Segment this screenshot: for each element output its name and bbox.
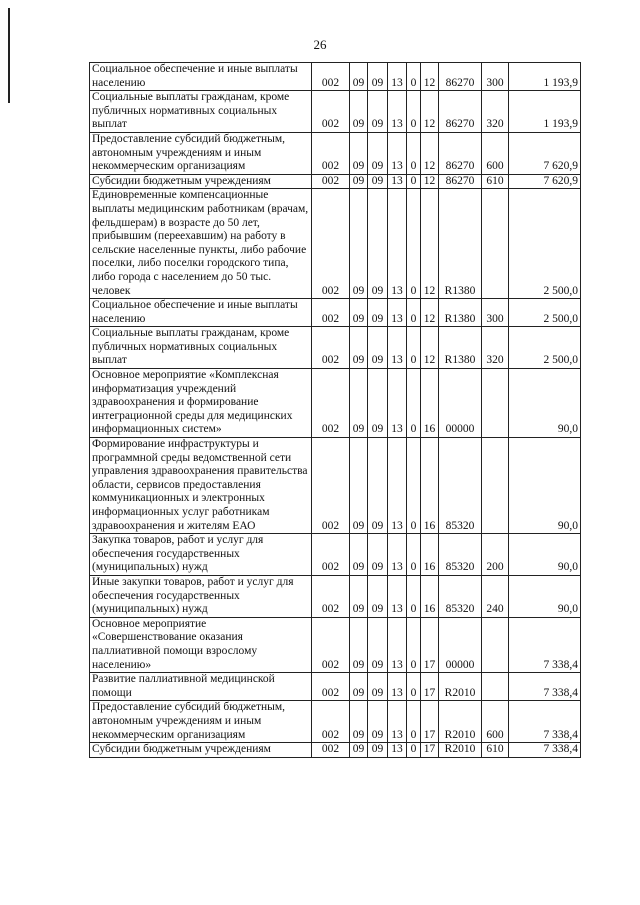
- row-name: Социальные выплаты гражданам, кроме публичных нормативных социальных выплат: [90, 327, 312, 369]
- code-subsection: 09: [368, 575, 388, 617]
- code-activity: 17: [421, 701, 439, 743]
- code-activity: 12: [421, 299, 439, 327]
- code-subsection: 09: [368, 132, 388, 174]
- code-grbs: 002: [312, 63, 350, 91]
- code-section: 09: [350, 617, 368, 672]
- code-expense-type: [482, 438, 509, 534]
- budget-table: [89, 62, 581, 758]
- code-activity: 12: [421, 132, 439, 174]
- code-direction: R2010: [439, 673, 482, 701]
- code-subprogram: 0: [407, 534, 421, 576]
- table-row: [90, 63, 581, 91]
- amount: 7 620,9: [509, 174, 581, 189]
- table-row: [90, 189, 581, 299]
- code-expense-type: 600: [482, 132, 509, 174]
- code-subsection: 09: [368, 534, 388, 576]
- code-expense-type: [482, 189, 509, 299]
- code-section: 09: [350, 701, 368, 743]
- code-subsection: 09: [368, 369, 388, 438]
- row-name: Основное мероприятие «Совершенствование оказания паллиативной помощи взрослому населению»: [90, 617, 312, 672]
- code-grbs: 002: [312, 189, 350, 299]
- code-grbs: 002: [312, 743, 350, 758]
- code-subsection: 09: [368, 63, 388, 91]
- code-subprogram: 0: [407, 673, 421, 701]
- code-subprogram: 0: [407, 91, 421, 133]
- table-row: [90, 174, 581, 189]
- table-body: [90, 63, 581, 758]
- code-section: 09: [350, 132, 368, 174]
- code-expense-type: 610: [482, 743, 509, 758]
- code-expense-type: [482, 369, 509, 438]
- code-direction: 85320: [439, 534, 482, 576]
- table-row: [90, 438, 581, 534]
- row-name: Закупка товаров, работ и услуг для обеспечения государственных (муниципальных) нужд: [90, 534, 312, 576]
- code-section: 09: [350, 327, 368, 369]
- code-grbs: 002: [312, 91, 350, 133]
- code-subsection: 09: [368, 617, 388, 672]
- code-grbs: 002: [312, 575, 350, 617]
- code-program: 13: [388, 91, 407, 133]
- code-grbs: 002: [312, 132, 350, 174]
- table-row: [90, 575, 581, 617]
- code-activity: 16: [421, 438, 439, 534]
- code-program: 13: [388, 189, 407, 299]
- code-expense-type: [482, 617, 509, 672]
- code-section: 09: [350, 369, 368, 438]
- table-row: [90, 743, 581, 758]
- code-expense-type: 320: [482, 91, 509, 133]
- code-direction: 00000: [439, 369, 482, 438]
- code-subprogram: 0: [407, 132, 421, 174]
- code-program: 13: [388, 174, 407, 189]
- code-grbs: 002: [312, 673, 350, 701]
- code-direction: 86270: [439, 91, 482, 133]
- amount: 2 500,0: [509, 327, 581, 369]
- code-subsection: 09: [368, 743, 388, 758]
- row-name: Иные закупки товаров, работ и услуг для обеспечения государственных (муниципальных) нужд: [90, 575, 312, 617]
- amount: 2 500,0: [509, 299, 581, 327]
- code-subsection: 09: [368, 673, 388, 701]
- code-section: 09: [350, 575, 368, 617]
- code-direction: R2010: [439, 701, 482, 743]
- code-expense-type: 300: [482, 299, 509, 327]
- code-grbs: 002: [312, 299, 350, 327]
- code-activity: 16: [421, 534, 439, 576]
- code-program: 13: [388, 132, 407, 174]
- code-section: 09: [350, 673, 368, 701]
- row-name: Социальное обеспечение и иные выплаты населению: [90, 299, 312, 327]
- row-name: Основное мероприятие «Комплексная информатизация учреждений здравоохранения и формирование интеграционной среды для медицинских информационных систем»: [90, 369, 312, 438]
- table-row: [90, 673, 581, 701]
- code-activity: 17: [421, 673, 439, 701]
- code-section: 09: [350, 174, 368, 189]
- table-row: [90, 701, 581, 743]
- code-section: 09: [350, 189, 368, 299]
- page-number: 26: [313, 37, 327, 52]
- amount: 7 338,4: [509, 617, 581, 672]
- code-program: 13: [388, 534, 407, 576]
- code-activity: 17: [421, 743, 439, 758]
- code-subsection: 09: [368, 174, 388, 189]
- code-section: 09: [350, 91, 368, 133]
- code-activity: 17: [421, 617, 439, 672]
- code-subprogram: 0: [407, 299, 421, 327]
- code-section: 09: [350, 743, 368, 758]
- amount: 7 620,9: [509, 132, 581, 174]
- code-program: 13: [388, 701, 407, 743]
- code-subprogram: 0: [407, 369, 421, 438]
- code-direction: 86270: [439, 174, 482, 189]
- code-activity: 12: [421, 174, 439, 189]
- code-activity: 16: [421, 575, 439, 617]
- code-direction: R1380: [439, 189, 482, 299]
- code-subsection: 09: [368, 438, 388, 534]
- code-activity: 16: [421, 369, 439, 438]
- amount: 90,0: [509, 534, 581, 576]
- code-program: 13: [388, 575, 407, 617]
- binding-edge-line: [8, 8, 10, 103]
- code-activity: 12: [421, 91, 439, 133]
- code-activity: 12: [421, 327, 439, 369]
- code-activity: 12: [421, 189, 439, 299]
- code-grbs: 002: [312, 174, 350, 189]
- code-program: 13: [388, 369, 407, 438]
- code-expense-type: [482, 673, 509, 701]
- code-program: 13: [388, 327, 407, 369]
- code-expense-type: 610: [482, 174, 509, 189]
- code-subprogram: 0: [407, 63, 421, 91]
- code-section: 09: [350, 438, 368, 534]
- code-program: 13: [388, 438, 407, 534]
- code-subprogram: 0: [407, 327, 421, 369]
- table-row: [90, 369, 581, 438]
- table-row: [90, 534, 581, 576]
- code-grbs: 002: [312, 438, 350, 534]
- code-subsection: 09: [368, 299, 388, 327]
- code-direction: 85320: [439, 575, 482, 617]
- amount: 7 338,4: [509, 743, 581, 758]
- code-grbs: 002: [312, 327, 350, 369]
- code-expense-type: 300: [482, 63, 509, 91]
- code-direction: R1380: [439, 327, 482, 369]
- code-subprogram: 0: [407, 174, 421, 189]
- row-name: Предоставление субсидий бюджетным, автономным учреждениям и иным некоммерческим организациям: [90, 701, 312, 743]
- table-row: [90, 617, 581, 672]
- table-row: [90, 299, 581, 327]
- amount: 2 500,0: [509, 189, 581, 299]
- code-program: 13: [388, 673, 407, 701]
- code-grbs: 002: [312, 534, 350, 576]
- code-subprogram: 0: [407, 743, 421, 758]
- code-direction: R1380: [439, 299, 482, 327]
- amount: 90,0: [509, 369, 581, 438]
- code-program: 13: [388, 617, 407, 672]
- table-row: [90, 132, 581, 174]
- code-direction: 86270: [439, 132, 482, 174]
- amount: 7 338,4: [509, 701, 581, 743]
- row-name: Субсидии бюджетным учреждениям: [90, 174, 312, 189]
- row-name: Субсидии бюджетным учреждениям: [90, 743, 312, 758]
- amount: 1 193,9: [509, 91, 581, 133]
- code-direction: 85320: [439, 438, 482, 534]
- row-name: Развитие паллиативной медицинской помощи: [90, 673, 312, 701]
- code-expense-type: 240: [482, 575, 509, 617]
- code-program: 13: [388, 743, 407, 758]
- code-subprogram: 0: [407, 575, 421, 617]
- row-name: Предоставление субсидий бюджетным, автономным учреждениям и иным некоммерческим организациям: [90, 132, 312, 174]
- code-grbs: 002: [312, 369, 350, 438]
- code-activity: 12: [421, 63, 439, 91]
- code-expense-type: 320: [482, 327, 509, 369]
- code-subsection: 09: [368, 189, 388, 299]
- code-grbs: 002: [312, 701, 350, 743]
- amount: 1 193,9: [509, 63, 581, 91]
- code-subsection: 09: [368, 91, 388, 133]
- table-row: [90, 327, 581, 369]
- code-subprogram: 0: [407, 438, 421, 534]
- code-direction: R2010: [439, 743, 482, 758]
- row-name: Социальные выплаты гражданам, кроме публичных нормативных социальных выплат: [90, 91, 312, 133]
- code-program: 13: [388, 299, 407, 327]
- code-grbs: 002: [312, 617, 350, 672]
- code-expense-type: 200: [482, 534, 509, 576]
- code-subprogram: 0: [407, 617, 421, 672]
- code-program: 13: [388, 63, 407, 91]
- code-direction: 86270: [439, 63, 482, 91]
- code-direction: 00000: [439, 617, 482, 672]
- row-name: Формирование инфраструктуры и программной среды ведомственной сети управления здравоохранения правительства области, сервисов предоставления коммуникационных и электронных информационных услуг работникам здравоохранения и жителям ЕАО: [90, 438, 312, 534]
- code-subprogram: 0: [407, 701, 421, 743]
- amount: 90,0: [509, 575, 581, 617]
- row-name: Единовременные компенсационные выплаты медицинским работникам (врачам, фельдшерам) в возрасте до 50 лет, прибывшим (переехавшим) на работу в сельские населенные пункты, либо рабочие поселки, либо поселки городского типа, либо города с населением до 50 тыс. человек: [90, 189, 312, 299]
- code-expense-type: 600: [482, 701, 509, 743]
- table-row: [90, 91, 581, 133]
- code-subsection: 09: [368, 327, 388, 369]
- amount: 90,0: [509, 438, 581, 534]
- code-section: 09: [350, 534, 368, 576]
- code-subprogram: 0: [407, 189, 421, 299]
- code-section: 09: [350, 299, 368, 327]
- row-name: Социальное обеспечение и иные выплаты населению: [90, 63, 312, 91]
- amount: 7 338,4: [509, 673, 581, 701]
- code-section: 09: [350, 63, 368, 91]
- code-subsection: 09: [368, 701, 388, 743]
